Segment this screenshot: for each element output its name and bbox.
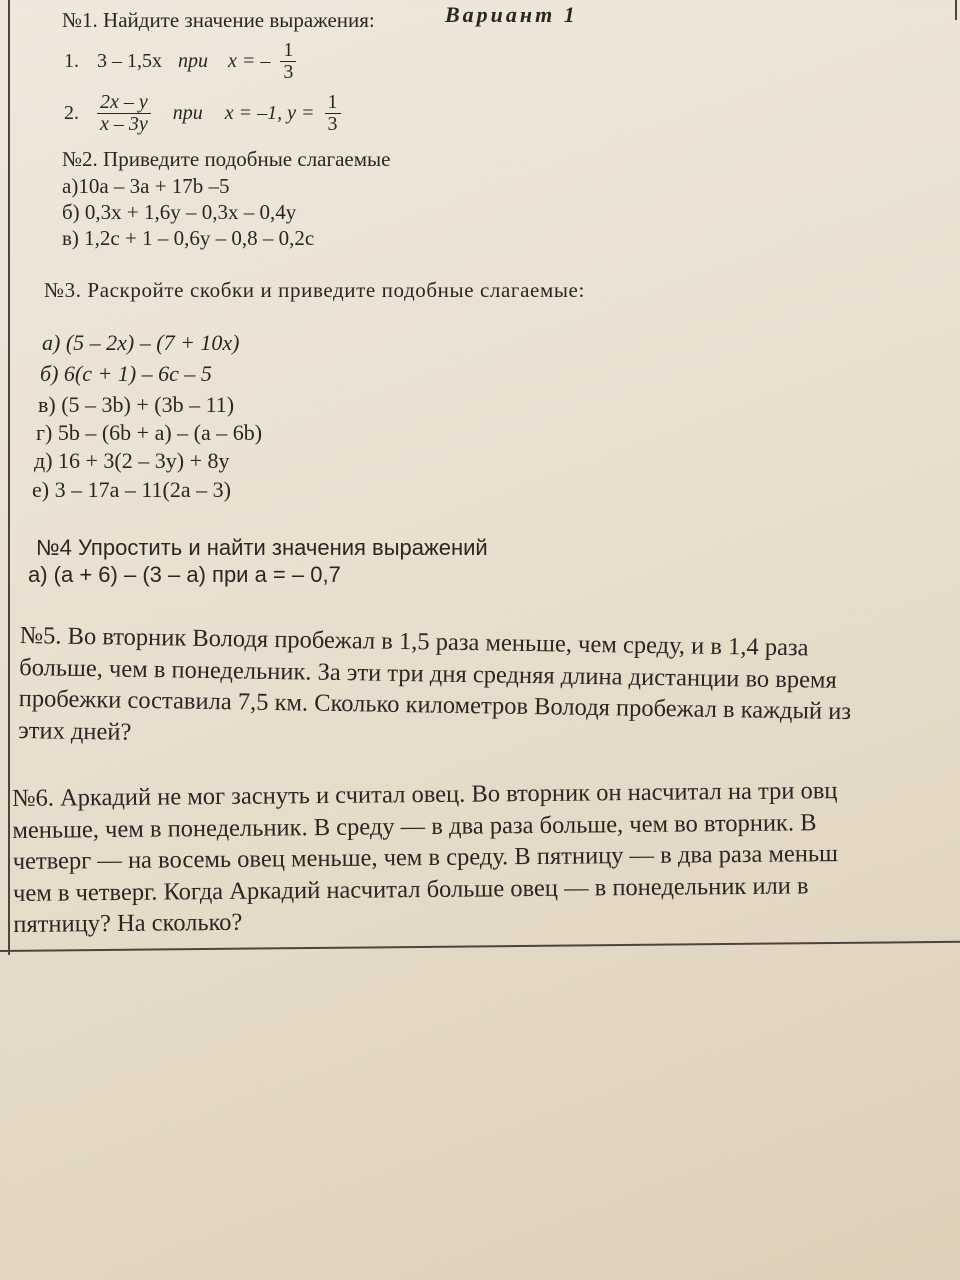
task5-line-1: №5. Во вторник Володя пробежал в 1,5 раза меньше, чем среду, и в 1,4 раза — [19, 621, 809, 662]
task1-item1-condition: при — [178, 50, 208, 72]
task5-line-3: пробежки составила 7,5 км. Сколько километров Володя пробежал в каждый из — [18, 684, 852, 726]
fraction-denominator: 3 — [283, 61, 294, 83]
task1-item2-condition: при — [172, 102, 203, 124]
task2-item-a: а)10а – 3а + 17b –5 — [62, 174, 230, 198]
task1-item2-fraction — [325, 92, 341, 135]
task3-title: №3. Раскройте скобки и приведите подобные слагаемые: — [44, 278, 585, 302]
frame-bottom-border — [0, 941, 960, 952]
task1-item1-fraction — [280, 40, 296, 83]
expression-denominator: x – 3y — [100, 113, 148, 135]
task1-item1-variable: x = – — [228, 50, 271, 72]
frame-left-border — [8, 0, 10, 955]
task5-line-4: этих дней? — [18, 716, 132, 746]
task3-item-e: д) 16 + 3(2 – 3y) + 8y — [34, 448, 230, 473]
task5-line-2: больше, чем в понедельник. За эти три дня средняя длина дистанции во время — [19, 653, 837, 694]
task4-item-a: а) (а + 6) – (3 – а) при а = – 0,7 — [28, 562, 341, 587]
task2-title: №2. Приведите подобные слагаемые — [62, 147, 391, 171]
fraction-denominator: 3 — [327, 113, 338, 135]
task3-item-c: в) (5 – 3b) + (3b – 11) — [38, 392, 235, 417]
task1-item2 — [64, 92, 341, 135]
task1-item1-number: 1. — [64, 50, 79, 72]
task6-line-4: чем в четверг. Когда Аркадий насчитал больше овец — в понедельник или в — [12, 871, 809, 907]
task1-item1-expression: 3 – 1,5x — [97, 50, 162, 72]
task3-item-f: е) 3 – 17a – 11(2a – 3) — [32, 477, 231, 502]
task5-text — [18, 620, 960, 761]
task1-item2-number: 2. — [64, 102, 79, 124]
task2-item-c: в) 1,2c + 1 – 0,6y – 0,8 – 0,2c — [62, 226, 315, 250]
task3-item-a: а) (5 – 2x) – (7 + 10x) — [42, 330, 240, 355]
task2-item-b: б) 0,3x + 1,6y – 0,3x – 0,4y — [62, 200, 297, 224]
task6-line-5: пятницу? На сколько? — [13, 908, 243, 938]
task3-item-d: г) 5b – (6b + a) – (a – 6b) — [36, 420, 263, 445]
task6-text — [12, 773, 960, 940]
task3-item-b: б) 6(c + 1) – 6c – 5 — [40, 361, 212, 386]
task1-item2-expression — [97, 92, 151, 135]
task1-item2-variables: x = –1, y = — [224, 102, 315, 124]
variant-title: Вариант 1 — [445, 2, 578, 27]
task6-line-2: меньше, чем в понедельник. В среду — в два раза больше, чем во вторник. В — [12, 808, 817, 844]
task4-title: №4 Упростить и найти значения выражений — [36, 535, 488, 560]
task1-title: №1. Найдите значение выражения: — [62, 8, 375, 32]
fraction-numerator: 1 — [325, 92, 341, 114]
task1-item1 — [64, 40, 296, 83]
expression-numerator: 2x – y — [97, 92, 151, 114]
task6-line-1: №6. Аркадий не мог заснуть и считал овец. Во вторник он насчитал на три овц — [12, 777, 838, 812]
fraction-numerator: 1 — [280, 40, 296, 62]
frame-right-border — [955, 0, 957, 20]
task6-line-3: четверг — на восемь овец меньше, чем в среду. В пятницу — в два раза меньш — [12, 840, 839, 875]
